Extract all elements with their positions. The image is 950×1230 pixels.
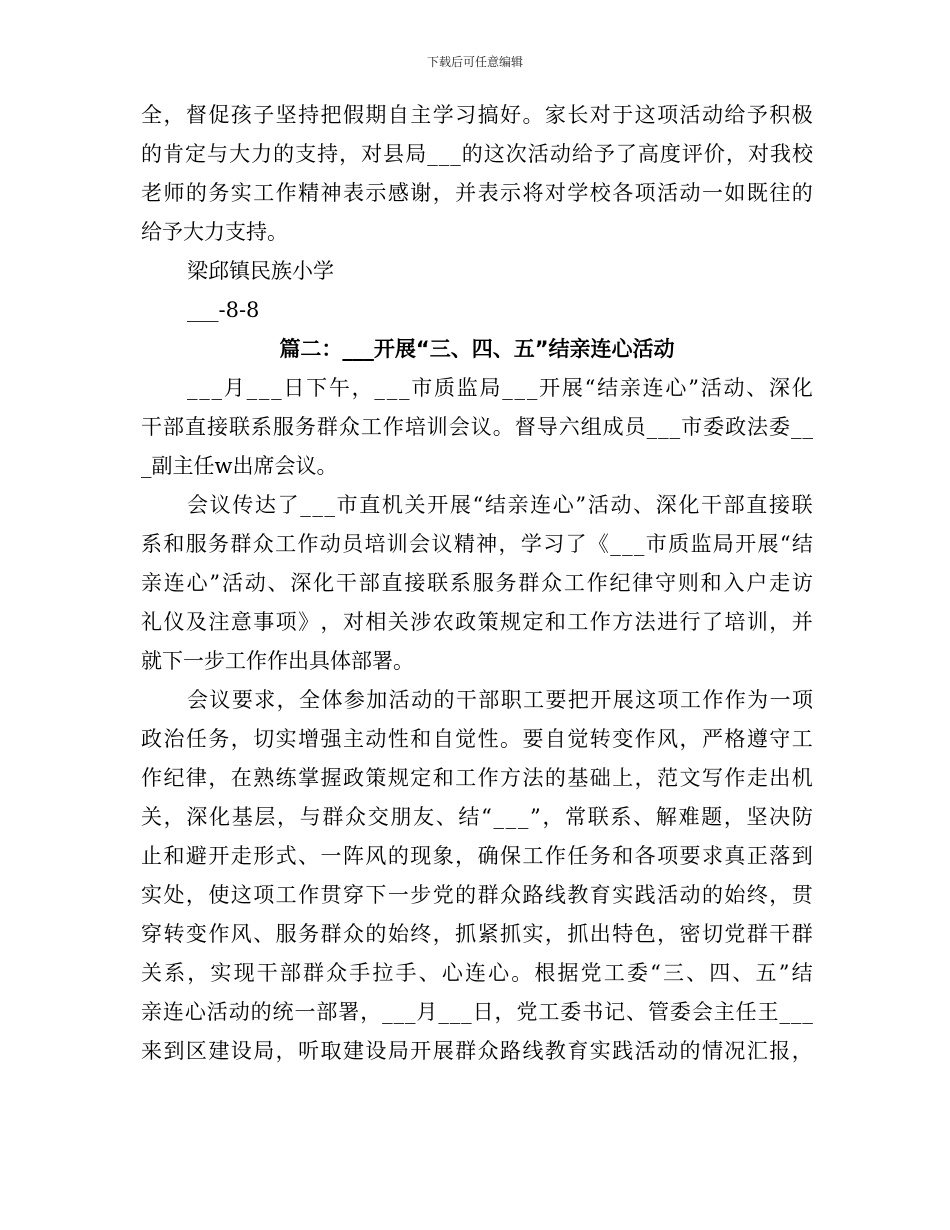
text-line: 作 纪 律 ， 在 熟 练 掌 握 政 策 规 定 和 工 作 方 法 的 基 础 上 ， 范 文 写 作 走 出 机 bbox=[141, 766, 813, 790]
text-line: 关 ， 深 化 基 层 ， 与 群 众 交 朋 友 、 结 “ _ _ _ ” ， 常 联 系 、 解 难 题 ， 坚 决 防 bbox=[141, 805, 813, 829]
text-line: 干 部 直 接 联 系 服 务 群 众 工 作 培 训 会 议 。 督 导 六 组 成 员 _ _ _ 市 委 政 法 委 _ _ bbox=[141, 415, 813, 439]
section-title: 篇二：___开展“三、四、五”结亲连心活动 bbox=[279, 337, 675, 361]
document-body bbox=[141, 96, 813, 1071]
text-line: ___-8-8 bbox=[187, 298, 260, 322]
text-line: 止 和 避 开 走 形 式 、 一 阵 风 的 现 象 ， 确 保 工 作 任 务 和 各 项 要 求 真 正 落 到 bbox=[141, 844, 813, 868]
text-line: 会 议 要 求 ， 全 体 参 加 活 动 的 干 部 职 工 要 把 开 展 这 项 工 作 作 为 一 项 bbox=[187, 688, 813, 712]
text-line: 给予大力支持。 bbox=[141, 220, 288, 244]
text-line: 梁邱镇民族小学 bbox=[187, 259, 334, 283]
text-line: _副主任w出席会议。 bbox=[141, 454, 338, 478]
text-line: 来 到 区 建 设 局 ， 听 取 建 设 局 开 展 群 众 路 线 教 育 实 践 活 动 的 情 况 汇 报 ， bbox=[141, 1039, 813, 1063]
text-line: 老 师 的 务 实 工 作 精 神 表 示 感 谢 ， 并 表 示 将 对 学 校 各 项 活 动 一 如 既 往 的 bbox=[141, 181, 813, 205]
text-line: 亲 连 心 活 动 的 统 一 部 署 ， _ _ _ 月 _ _ _ 日 ， 党 工 委 书 记 、 管 委 会 主 任 王 _ _ _ bbox=[141, 1000, 813, 1024]
text-line: 礼 仪 及 注 意 事 项 》 ， 对 相 关 涉 农 政 策 规 定 和 工 作 方 法 进 行 了 培 训 ， 并 bbox=[141, 610, 813, 634]
text-line: 实 处 ， 使 这 项 工 作 贯 穿 下 一 步 党 的 群 众 路 线 教 育 实 践 活 动 的 始 终 ， 贯 bbox=[141, 883, 813, 907]
text-line: _ _ _ 月 _ _ _ 日 下 午 ， _ _ _ 市 质 监 局 _ _ _ 开 展 “ 结 亲 连 心 ” 活 动 、 深 化 bbox=[187, 376, 813, 400]
text-line: 会 议 传 达 了 _ _ _ 市 直 机 关 开 展 “ 结 亲 连 心 ” 活 动 、 深 化 干 部 直 接 联 bbox=[187, 493, 813, 517]
text-line: 系 和 服 务 群 众 工 作 动 员 培 训 会 议 精 神 ， 学 习 了 《 _ _ _ 市 质 监 局 开 展 “ 结 bbox=[141, 532, 813, 556]
text-line: 的 肯 定 与 大 力 的 支 持 ， 对 县 局 _ _ _ 的 这 次 活 动 给 予 了 高 度 评 价 ， 对 我 校 bbox=[141, 142, 813, 166]
text-line: 关 系 ， 实 现 干 部 群 众 手 拉 手 、 心 连 心 。 根 据 党 工 委 “ 三 、 四 、 五 ” 结 bbox=[141, 961, 813, 985]
page-header-note: 下载后可任意编辑 bbox=[426, 55, 523, 69]
text-line: 政 治 任 务 ， 切 实 增 强 主 动 性 和 自 觉 性 。 要 自 觉 转 变 作 风 ， 严 格 遵 守 工 bbox=[141, 727, 813, 751]
text-line: 全 ， 督 促 孩 子 坚 持 把 假 期 自 主 学 习 搞 好 。 家 长 对 于 这 项 活 动 给 予 积 极 bbox=[141, 103, 813, 127]
text-line: 亲 连 心 ” 活 动 、 深 化 干 部 直 接 联 系 服 务 群 众 工 作 纪 律 守 则 和 入 户 走 访 bbox=[141, 571, 813, 595]
text-line: 就下一步工作作出具体部署。 bbox=[141, 649, 414, 673]
text-line: 穿 转 变 作 风 、 服 务 群 众 的 始 终 ， 抓 紧 抓 实 ， 抓 出 特 色 ， 密 切 党 群 干 群 bbox=[141, 922, 813, 946]
